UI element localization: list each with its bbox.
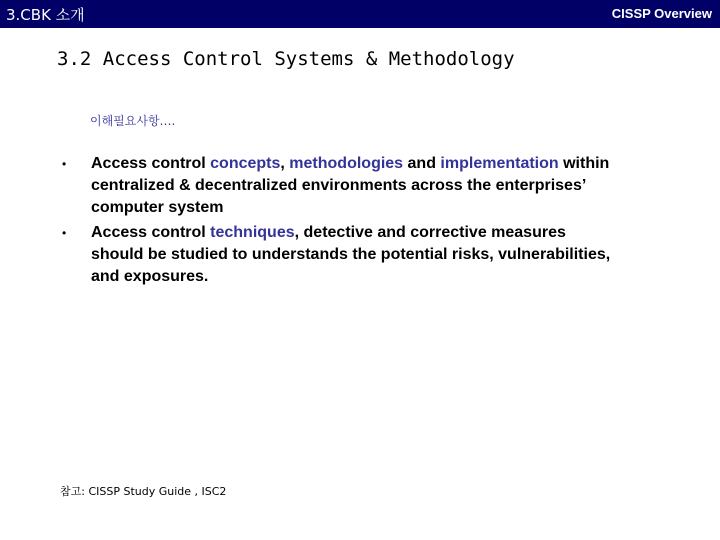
highlight-term: techniques (210, 224, 295, 241)
bullet-text: Access control (91, 224, 211, 241)
bullet-list (62, 153, 622, 291)
highlight-term: implementation (440, 155, 559, 172)
bullet-text: , detective and corrective measures should be studied to understands the potential risks, vulnerabilities, and exposures. (91, 224, 611, 285)
highlight-term: methodologies (289, 155, 404, 172)
slide-subtitle: 이해필요사항…. (90, 114, 176, 128)
header-bar (0, 0, 720, 28)
reference-note: 참고: CISSP Study Guide , ISC2 (60, 485, 227, 498)
bullet-item-1 (62, 153, 622, 219)
bullet-icon: • (62, 157, 67, 171)
bullet-item-2 (62, 222, 622, 288)
bullet-icon: • (62, 226, 67, 240)
slide-title: 3.2 Access Control Systems & Methodology (57, 48, 515, 70)
section-label: 3.CBK 소개 (6, 6, 85, 24)
bullet-text: , (280, 155, 290, 172)
bullet-text: Access control (91, 155, 211, 172)
bullet-text: and (403, 155, 441, 172)
highlight-term: concepts (210, 155, 281, 172)
course-label: CISSP Overview (611, 6, 712, 21)
bullet-text: within centralized & decentralized environments across the enterprises’ computer system (91, 155, 610, 216)
